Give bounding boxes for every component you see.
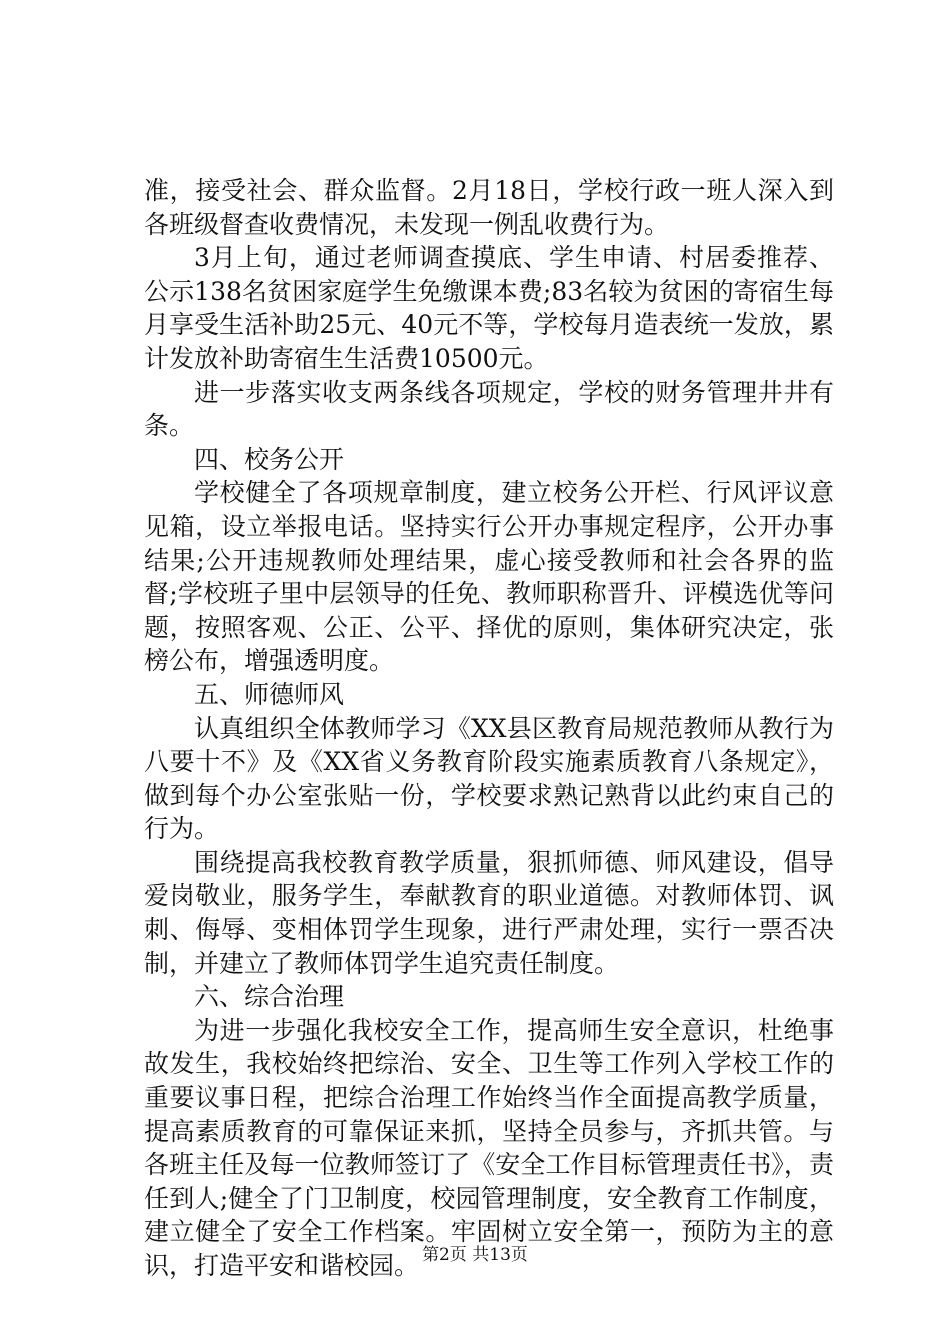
section-heading-safety-governance: 六、综合治理: [194, 982, 345, 1012]
paragraph-school-affairs: 学校健全了各项规章制度，建立校务公开栏、行风评议意见箱，设立举报电话。坚持实行公开办事规定程序，公开办事结果;公开违规教师处理结果，虚心接受教师和社会各界的监督;学校班子里中层领导的任免、教师职称晋升、评模选优等问题，按照客观、公正、公平、择优的原则，集体研究决定，张榜公布，增强透明度。: [144, 478, 834, 676]
paragraph-safety-governance: 为进一步强化我校安全工作，提高师生安全意识，杜绝事故发生，我校始终把综治、安全、卫生等工作列入学校工作的重要议事日程，把综合治理工作始终当作全面提高教学质量，提高素质教育的可靠保证来抓，坚持全员参与，齐抓共管。与各班主任及每一位教师签订了《安全工作目标管理责任书》，责任到人;健全了门卫制度，校园管理制度，安全教育工作制度，建立健全了安全工作档案。牢固树立安全第一，预防为主的意识，打造平安和谐校园。: [144, 1015, 834, 1280]
paragraph-poverty-aid: 3月上旬，通过老师调查摸底、学生申请、村居委推荐、公示138名贫困家庭学生免缴课本费;83名较为贫困的寄宿生每月享受生活补助25元、40元不等，学校每月造表统一发放，累计发放补助寄宿生生活费10500元。: [144, 243, 834, 373]
section-heading-teacher-ethics: 五、师德师风: [194, 679, 345, 709]
document-body: [144, 174, 834, 1283]
paragraph-teacher-conduct: 围绕提高我校教育教学质量，狠抓师德、师风建设，倡导爱岗敬业，服务学生，奉献教育的职业道德。对教师体罚、讽刺、侮辱、变相体罚学生现象，进行严肃处理，实行一票否决制，并建立了教师体罚学生追究责任制度。: [144, 847, 834, 978]
page-footer: 第2页 共13页: [422, 1245, 528, 1265]
paragraph-finance-rules: 进一步落实收支两条线各项规定，学校的财务管理井井有条。: [144, 377, 834, 441]
paragraph-teacher-study: 认真组织全体教师学习《XX县区教育局规范教师从教行为八要十不》及《XX省义务教育阶段实施素质教育八条规定》，做到每个办公室张贴一份，学校要求熟记熟背以此约束自己的行为。: [144, 713, 834, 844]
section-heading-school-affairs: 四、校务公开: [194, 444, 345, 474]
paragraph-fees-supervision: 准，接受社会、群众监督。2月18日，学校行政一班人深入到各班级督查收费情况，未发现一例乱收费行为。: [144, 176, 834, 239]
